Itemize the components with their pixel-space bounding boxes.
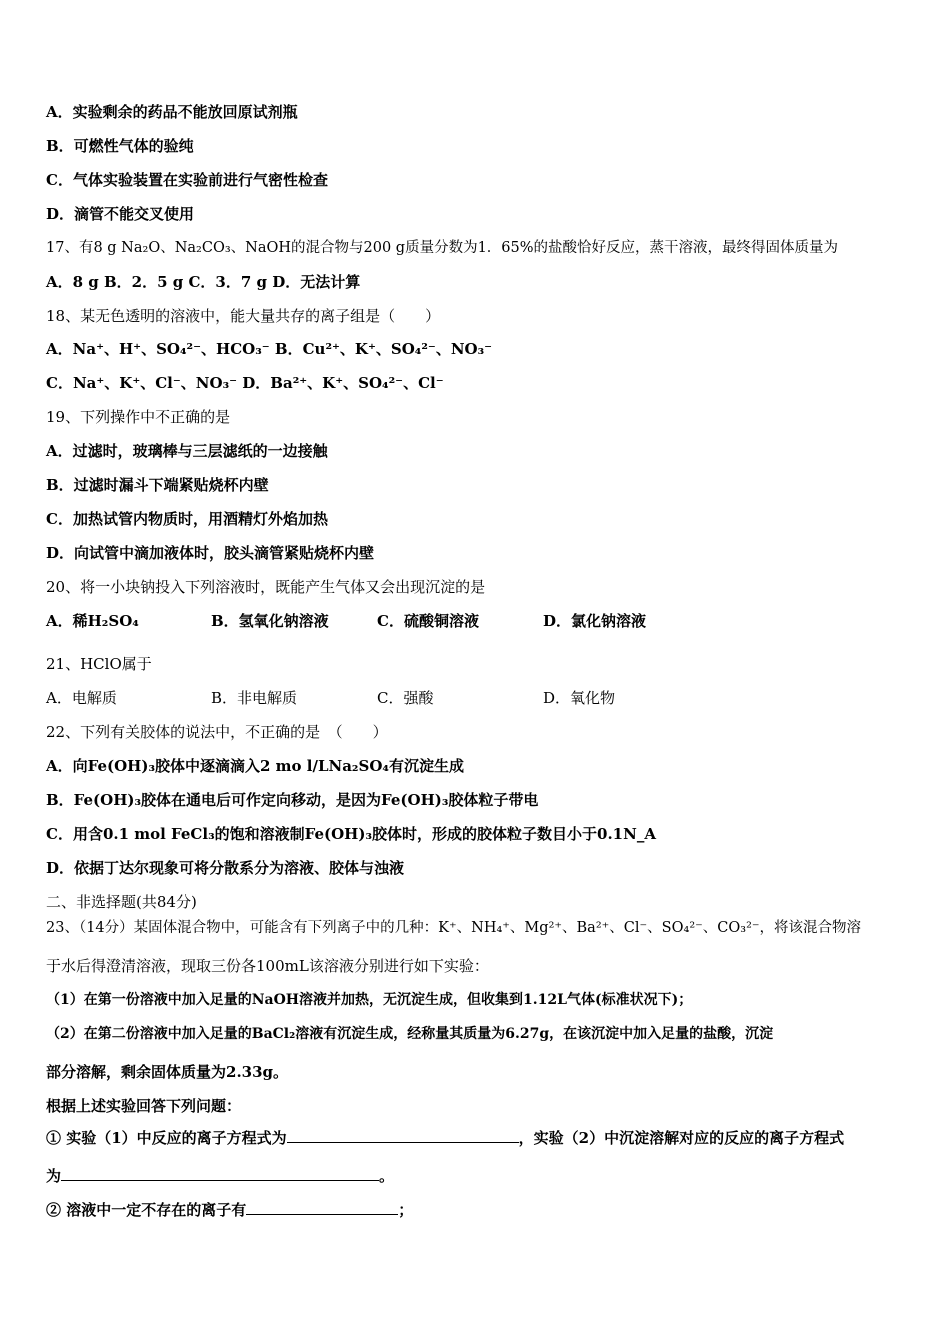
q21-option-c: C．强酸 bbox=[377, 689, 434, 707]
q21-option-d: D．氧化物 bbox=[543, 689, 616, 707]
q16-option-a: A．实验剩余的药品不能放回原试剂瓶 bbox=[46, 103, 298, 121]
q16-option-b: B．可燃性气体的验纯 bbox=[46, 137, 194, 155]
answer-blank-1[interactable] bbox=[287, 1128, 519, 1143]
q20-option-c: C．硫酸铜溶液 bbox=[377, 612, 479, 630]
q23-sub1-text-post: ，实验（2）中沉淀溶解对应的反应的离子方程式 bbox=[518, 1129, 845, 1147]
q23-sub1b-text-pre: 为 bbox=[46, 1167, 62, 1185]
q23-sub1b-text-post: 。 bbox=[379, 1167, 395, 1185]
q23-stem-line1: 23、（14分）某固体混合物中，可能含有下列离子中的几种：K⁺、NH₄⁺、Mg²⁺、Ba²⁺、Cl⁻、SO₄²⁻、CO₃²⁻，将该混合物溶 bbox=[46, 920, 862, 936]
q23-experiment-2-line1: （2）在第二份溶液中加入足量的BaCl₂溶液有沉淀生成，经称量其质量为6.27g，在该沉淀中加入足量的盐酸，沉淀 bbox=[46, 1026, 774, 1042]
q23-sub2-text-pre: ② 溶液中一定不存在的离子有 bbox=[46, 1201, 247, 1219]
answer-blank-3[interactable] bbox=[246, 1200, 398, 1215]
q20-option-b: B．氢氧化钠溶液 bbox=[211, 612, 329, 630]
q19-option-d: D．向试管中滴加液体时，胶头滴管紧贴烧杯内壁 bbox=[46, 544, 375, 562]
q23-sub1-text-pre: ① 实验（1）中反应的离子方程式为 bbox=[46, 1129, 287, 1147]
q23-sub1-line2 bbox=[46, 1166, 394, 1186]
q19-option-b: B．过滤时漏斗下端紧贴烧杯内壁 bbox=[46, 476, 269, 494]
section-heading: 二、非选择题(共84分) bbox=[46, 893, 197, 911]
q18-options-row2: C．Na⁺、K⁺、Cl⁻、NO₃⁻ D．Ba²⁺、K⁺、SO₄²⁻、Cl⁻ bbox=[46, 374, 444, 392]
answer-blank-2[interactable] bbox=[61, 1166, 379, 1181]
q23-experiment-2-line2: 部分溶解，剩余固体质量为2.33g。 bbox=[46, 1063, 289, 1081]
q18-stem: 18、某无色透明的溶液中，能大量共存的离子组是（ ） bbox=[46, 307, 441, 325]
q23-sub2 bbox=[46, 1200, 413, 1220]
q18-options-row1: A．Na⁺、H⁺、SO₄²⁻、HCO₃⁻ B．Cu²⁺、K⁺、SO₄²⁻、NO₃⁻ bbox=[46, 340, 493, 358]
q23-prompt: 根据上述实验回答下列问题： bbox=[46, 1097, 242, 1115]
q21-option-a: A．电解质 bbox=[46, 689, 117, 707]
q20-option-d: D．氯化钠溶液 bbox=[543, 612, 647, 630]
q17-stem: 17、有8 g Na₂O、Na₂CO₃、NaOH的混合物与200 g质量分数为1．65%的盐酸恰好反应，蒸干溶液，最终得固体质量为 bbox=[46, 240, 839, 256]
q21-stem: 21、HClO属于 bbox=[46, 655, 152, 673]
q19-option-c: C．加热试管内物质时，用酒精灯外焰加热 bbox=[46, 510, 328, 528]
q16-option-c: C．气体实验装置在实验前进行气密性检查 bbox=[46, 171, 328, 189]
q22-stem: 22、下列有关胶体的说法中，不正确的是 （ ） bbox=[46, 723, 388, 741]
q22-option-d: D．依据丁达尔现象可将分散系分为溶液、胶体与浊液 bbox=[46, 859, 405, 877]
q22-option-c: C．用含0.1 mol FeCl₃的饱和溶液制Fe(OH)₃胶体时，形成的胶体粒子数目小于0.1N_A bbox=[46, 825, 656, 843]
q23-stem-line2: 于水后得澄清溶液，现取三份各100mL该溶液分别进行如下实验： bbox=[46, 957, 489, 975]
q22-option-b: B．Fe(OH)₃胶体在通电后可作定向移动，是因为Fe(OH)₃胶体粒子带电 bbox=[46, 791, 539, 809]
q17-options: A．8 g B．2．5 g C．3．7 g D．无法计算 bbox=[46, 273, 361, 291]
q20-stem: 20、将一小块钠投入下列溶液时，既能产生气体又会出现沉淀的是 bbox=[46, 578, 486, 596]
q23-sub1-line1 bbox=[46, 1128, 844, 1148]
q19-option-a: A．过滤时，玻璃棒与三层滤纸的一边接触 bbox=[46, 442, 328, 460]
q23-sub2-text-post: ； bbox=[398, 1201, 414, 1219]
q20-option-a: A．稀H₂SO₄ bbox=[46, 612, 139, 630]
q16-option-d: D．滴管不能交叉使用 bbox=[46, 205, 195, 223]
q19-stem: 19、下列操作中不正确的是 bbox=[46, 408, 231, 426]
q23-experiment-1: （1）在第一份溶液中加入足量的NaOH溶液并加热，无沉淀生成，但收集到1.12L气体(标准状况下)； bbox=[46, 992, 693, 1008]
q21-option-b: B．非电解质 bbox=[211, 689, 298, 707]
q22-option-a: A．向Fe(OH)₃胶体中逐滴滴入2 mo l/LNa₂SO₄有沉淀生成 bbox=[46, 757, 464, 775]
